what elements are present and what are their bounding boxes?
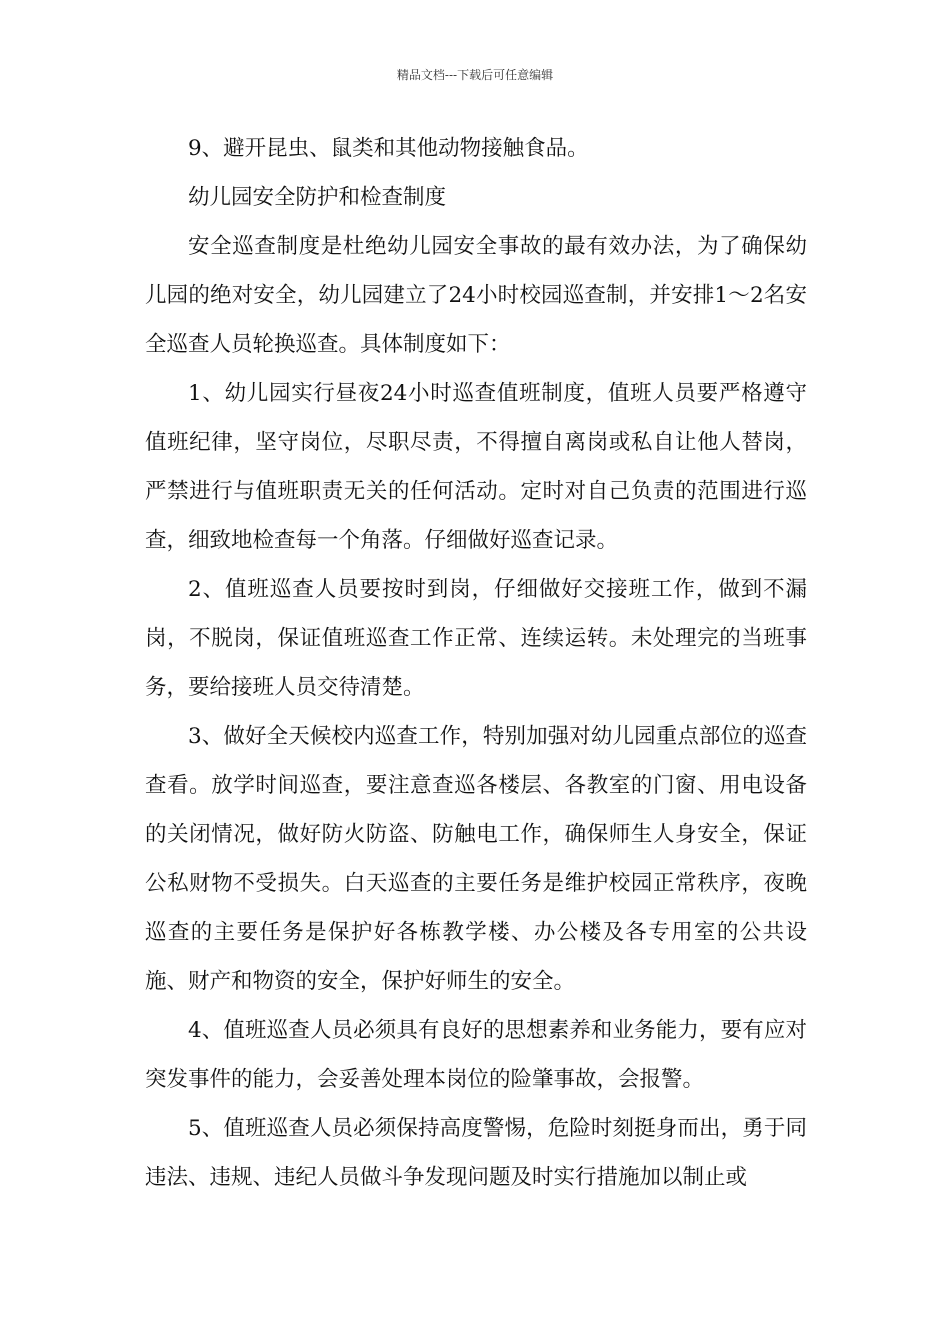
paragraph-rule-2: 2、值班巡查人员要按时到岗，仔细做好交接班工作，做到不漏岗，不脱岗，保证值班巡查工作正常、连续运转。未处理完的当班事务，要给接班人员交待清楚。 [145,577,807,700]
paragraph-rule-5: 5、值班巡查人员必须保持高度警惕，危险时刻挺身而出，勇于同违法、违规、违纪人员做斗争发现问题及时实行措施加以制止或 [145,1116,807,1190]
paragraph-rule-3: 3、做好全天候校内巡查工作，特别加强对幼儿园重点部位的巡查查看。放学时间巡查，要注意查巡各楼层、各教室的门窗、用电设备的关闭情况，做好防火防盗、防触电工作，确保师生人身安全，保证公私财物不受损失。白天巡查的主要任务是维护校园正常秩序，夜晚巡查的主要任务是保护好各栋教学楼、办公楼及各专用室的公共设施、财产和物资的安全，保护好师生的安全。 [145,724,807,994]
paragraph-rule-4: 4、值班巡查人员必须具有良好的思想素养和业务能力，要有应对突发事件的能力，会妥善处理本岗位的险肇事故，会报警。 [145,1018,807,1092]
document-body [145,124,807,1202]
paragraph-rule-1: 1、幼儿园实行昼夜24小时巡查值班制度，值班人员要严格遵守值班纪律，坚守岗位，尽职尽责，不得擅自离岗或私自让他人替岗，严禁进行与值班职责无关的任何活动。定时对自己负责的范围进行巡查，细致地检查每一个角落。仔细做好巡查记录。 [145,381,807,553]
section-heading: 幼儿园安全防护和检查制度 [188,185,447,210]
intro-paragraph: 安全巡查制度是杜绝幼儿园安全事故的最有效办法，为了确保幼儿园的绝对安全，幼儿园建立了24小时校园巡查制，并安排1～2名安全巡查人员轮换巡查。具体制度如下： [145,234,807,357]
page-header: 精品文档---下载后可任意编辑 [396,68,554,82]
paragraph-item-9: 9、避开昆虫、鼠类和其他动物接触食品。 [188,136,589,161]
